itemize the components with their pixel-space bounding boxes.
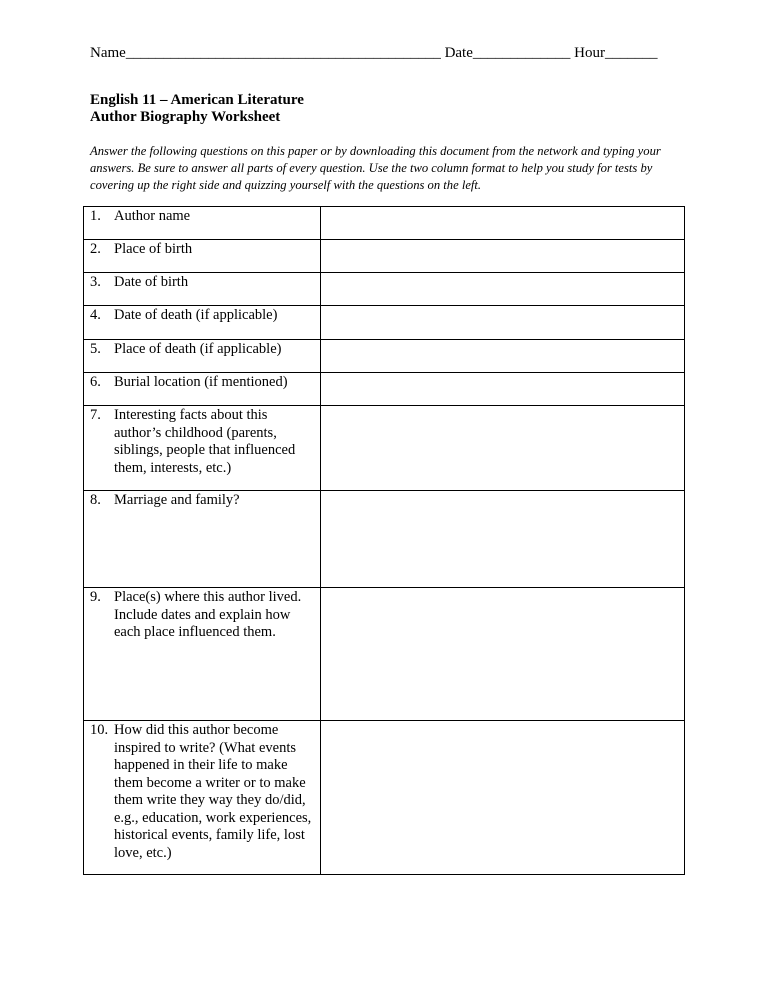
table-row bbox=[84, 588, 685, 721]
table-row bbox=[84, 306, 685, 340]
table-row bbox=[84, 340, 685, 373]
table-row bbox=[84, 273, 685, 306]
question-number: 7. bbox=[90, 407, 101, 423]
question-text: How did this author become inspired to write? (What events happened in their life to make them become a writer or to make them write they way they do/did, e.g., education, work experiences, historical events, family life, lost love, etc.) bbox=[114, 722, 312, 861]
answer-cell[interactable] bbox=[321, 373, 685, 406]
question-text: Author name bbox=[114, 208, 191, 224]
table-row bbox=[84, 373, 685, 406]
question-number: 5. bbox=[90, 341, 101, 357]
question-text: Place of birth bbox=[114, 241, 193, 257]
question-cell bbox=[84, 491, 321, 588]
question-number: 1. bbox=[90, 208, 101, 224]
question-cell bbox=[84, 340, 321, 373]
table-row bbox=[84, 721, 685, 875]
question-number: 10. bbox=[90, 722, 109, 738]
answer-cell[interactable] bbox=[321, 406, 685, 491]
table-row bbox=[84, 207, 685, 240]
question-cell bbox=[84, 721, 321, 875]
table-row bbox=[84, 240, 685, 273]
question-cell bbox=[84, 588, 321, 721]
answer-cell[interactable] bbox=[321, 306, 685, 340]
table-row bbox=[84, 406, 685, 491]
answer-cell[interactable] bbox=[321, 491, 685, 588]
question-cell bbox=[84, 273, 321, 306]
answer-cell[interactable] bbox=[321, 273, 685, 306]
question-number: 9. bbox=[90, 589, 101, 605]
question-number: 2. bbox=[90, 241, 101, 257]
question-cell bbox=[84, 306, 321, 340]
question-text: Interesting facts about this author’s childhood (parents, siblings, people that influenced them, interests, etc.) bbox=[114, 407, 296, 476]
answer-cell[interactable] bbox=[321, 721, 685, 875]
question-cell bbox=[84, 406, 321, 491]
question-number: 4. bbox=[90, 307, 101, 323]
question-text: Place(s) where this author lived. Include dates and explain how each place influenced them. bbox=[114, 589, 302, 640]
question-text: Date of death (if applicable) bbox=[114, 307, 278, 323]
course-heading bbox=[90, 92, 304, 126]
question-cell bbox=[84, 373, 321, 406]
name-date-hour-line: Name__________________________________________ Date_____________ Hour_______ bbox=[90, 45, 658, 61]
answer-cell[interactable] bbox=[321, 240, 685, 273]
question-cell bbox=[84, 240, 321, 273]
question-text: Place of death (if applicable) bbox=[114, 341, 282, 357]
instructions: Answer the following questions on this paper or by downloading this document from the network and typing your answers. Be sure to answer all parts of every question. Use the two column format to help you study for tests by covering up the right side and quizzing yourself with the questions on the left. bbox=[90, 144, 661, 192]
question-number: 8. bbox=[90, 492, 101, 508]
question-table bbox=[83, 206, 685, 875]
question-number: 3. bbox=[90, 274, 101, 290]
question-text: Burial location (if mentioned) bbox=[114, 374, 288, 390]
table-row bbox=[84, 491, 685, 588]
question-number: 6. bbox=[90, 374, 101, 390]
answer-cell[interactable] bbox=[321, 207, 685, 240]
course-title: English 11 – American Literature bbox=[90, 92, 304, 108]
question-text: Date of birth bbox=[114, 274, 189, 290]
worksheet-title: Author Biography Worksheet bbox=[90, 109, 281, 125]
question-cell bbox=[84, 207, 321, 240]
question-text: Marriage and family? bbox=[114, 492, 240, 508]
answer-cell[interactable] bbox=[321, 588, 685, 721]
answer-cell[interactable] bbox=[321, 340, 685, 373]
